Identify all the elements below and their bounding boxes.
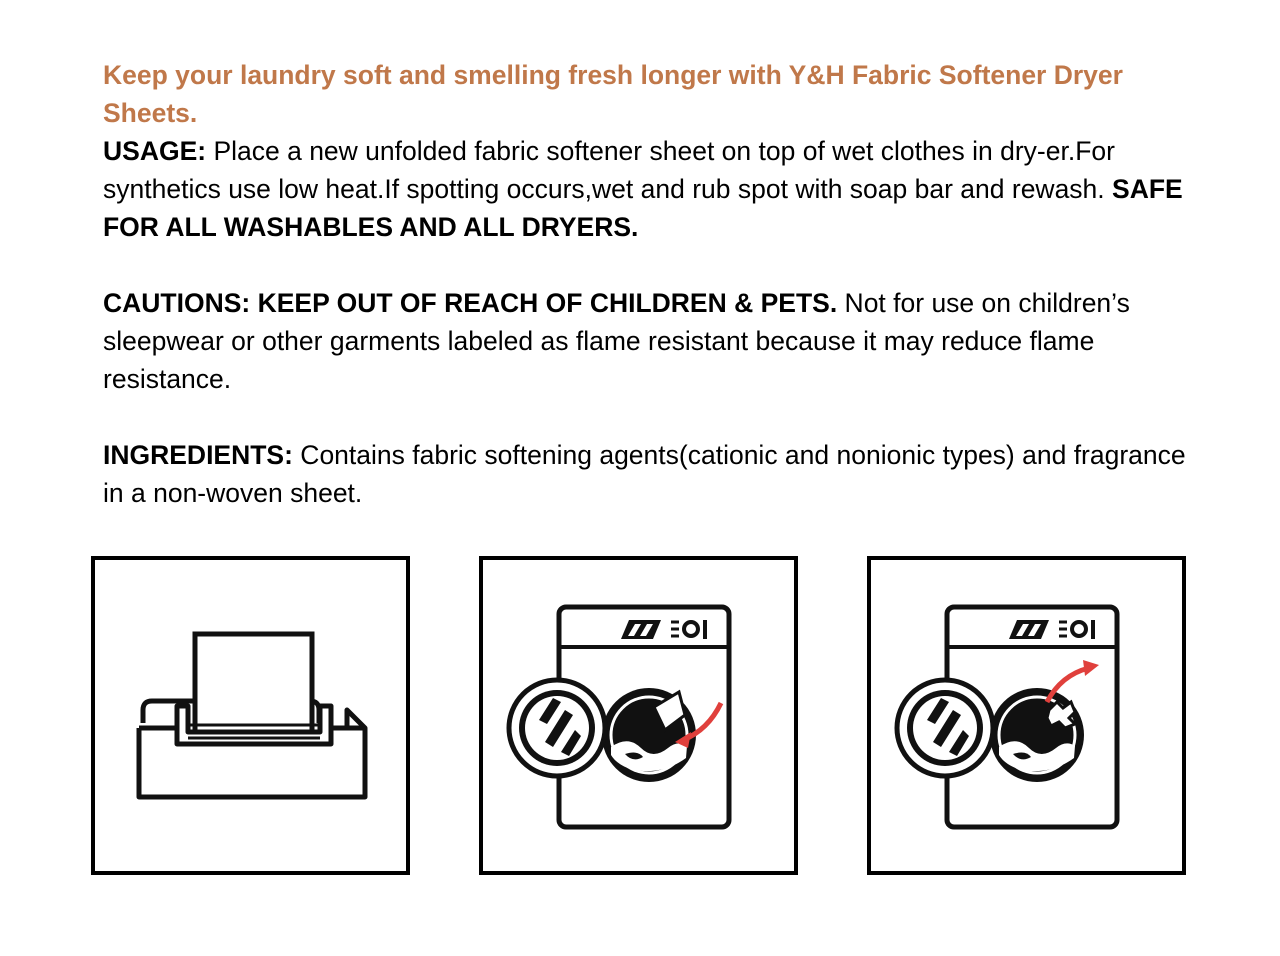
usage-label: USAGE: [103, 136, 207, 166]
washer-add-sheet-svg [483, 560, 794, 871]
cautions-text: Not for use on children’s sleepwear or other garments labeled as flame resistant because it may reduce flame resistance. [103, 288, 1130, 394]
instructions-text [103, 56, 1203, 512]
washer-remove-sheet-icon [867, 556, 1186, 875]
cautions-paragraph [103, 284, 1203, 398]
usage-emphasis: SAFE FOR ALL WASHABLES AND ALL DRYERS. [103, 174, 1183, 242]
cautions-label: CAUTIONS: KEEP OUT OF REACH OF CHILDREN & PETS. [103, 288, 838, 318]
sheet-box-svg [95, 560, 406, 871]
spacer [103, 246, 1203, 284]
usage-paragraph [103, 132, 1203, 246]
usage-text: Place a new unfolded fabric softener sheet on top of wet clothes in dry-er.For synthetics use low heat.If spotting occurs,wet and rub spot with soap bar and rewash. [103, 136, 1115, 204]
intro-text: Keep your laundry soft and smelling fresh longer with Y&H Fabric Softener Dryer Sheets. [103, 60, 1123, 128]
ingredients-paragraph [103, 436, 1203, 512]
washer-remove-sheet-svg [871, 560, 1182, 871]
sheet-box-icon [91, 556, 410, 875]
washer-add-sheet-icon [479, 556, 798, 875]
ingredients-label: INGREDIENTS: [103, 440, 293, 470]
spacer [103, 398, 1203, 436]
ingredients-text: Contains fabric softening agents(cationic and nonionic types) and fragrance in a non-woven sheet. [103, 440, 1186, 508]
